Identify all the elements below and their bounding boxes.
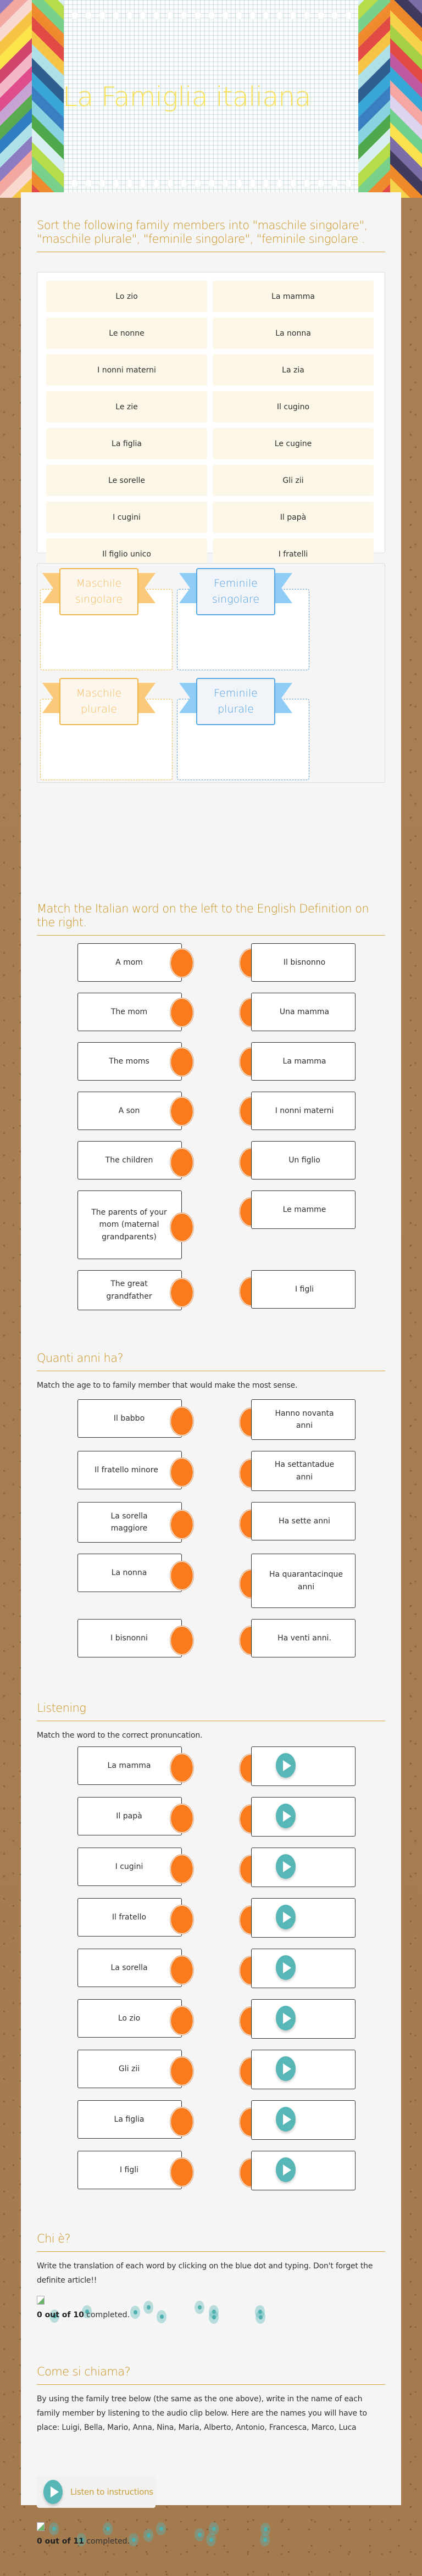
hotspot-dot[interactable] <box>157 2310 166 2323</box>
match-connector-dot[interactable] <box>170 2056 194 2086</box>
audio-match-box[interactable] <box>251 1746 356 1786</box>
match-left-item[interactable]: La sorella maggiore <box>77 1502 182 1543</box>
bin-label-ribbon <box>179 568 292 605</box>
bin-label-ribbon <box>42 678 156 715</box>
audio-match-box[interactable] <box>251 2100 356 2140</box>
come-si-chiama-progress: 0 out of 11 completed. <box>37 2537 130 2546</box>
sort-item[interactable]: La mamma <box>213 281 374 312</box>
sort-item[interactable]: Il papà <box>213 502 374 533</box>
ages-section <box>37 1351 401 1393</box>
chi-e-section <box>37 2232 401 2319</box>
come-si-chiama-description: By using the family tree below (the same as the one above), write in the name of each family member by listening to the audio clip below. Here are the names you will have to place: Luigi, Bella, Mario, Anna, Nina, Maria, Alberto, Antonio, Francesca, Marco, Luca <box>37 2395 367 2432</box>
match-connector-dot[interactable] <box>170 1406 194 1436</box>
match-left-item[interactable]: La figlia <box>77 2100 182 2139</box>
paper-holes-top <box>71 11 352 20</box>
bin-label: Maschile singolare <box>59 568 138 615</box>
hotspot-dot[interactable] <box>143 2529 153 2542</box>
match-right-item[interactable]: Ha quarantacinque anni <box>251 1554 356 1608</box>
hotspot-dot[interactable] <box>130 2306 140 2319</box>
match-left-item[interactable]: I figli <box>77 2151 182 2189</box>
match-left-item[interactable]: A son <box>77 1092 182 1130</box>
match-right-item[interactable]: Le mamme <box>251 1190 356 1229</box>
sort-item[interactable]: I cugini <box>46 502 207 533</box>
sort-items-panel <box>37 272 385 559</box>
page-title: La Famiglia italiana <box>63 81 311 113</box>
match-right-item[interactable]: Ha venti anni. <box>251 1619 356 1657</box>
play-icon <box>43 2480 63 2504</box>
match-left-item[interactable]: Lo zio <box>77 1999 182 2038</box>
match-left-item[interactable]: The moms <box>77 1042 182 1081</box>
listen-instructions-label: Listen to instructions <box>70 2487 153 2497</box>
hotspot-dot[interactable] <box>129 2533 138 2546</box>
play-icon[interactable] <box>276 1804 296 1828</box>
play-icon[interactable] <box>276 2056 296 2081</box>
match-left-item[interactable]: A mom <box>77 943 182 982</box>
sort-item[interactable]: La figlia <box>46 428 207 459</box>
match-connector-dot[interactable] <box>170 1955 194 1985</box>
chi-e-description: Write the translation of each word by clicking on the blue dot and typing. Don't forget the definite article!! <box>37 2262 373 2285</box>
sort-item[interactable]: La zia <box>213 354 374 386</box>
match-connector-dot[interactable] <box>170 1561 194 1590</box>
broken-image-icon <box>37 2522 45 2531</box>
match-connector-dot[interactable] <box>170 1097 194 1126</box>
listening-section <box>37 1701 401 1743</box>
hotspot-dot[interactable] <box>49 2522 59 2535</box>
chi-e-hotspot-image <box>37 2296 385 2329</box>
hotspot-dot[interactable] <box>195 2301 204 2314</box>
match-connector-dot[interactable] <box>170 1510 194 1539</box>
match-connector-dot[interactable] <box>170 948 194 978</box>
listen-instructions-button[interactable] <box>37 2476 156 2508</box>
audio-match-box[interactable] <box>251 1797 356 1837</box>
play-icon[interactable] <box>276 1854 296 1879</box>
match-connector-dot[interactable] <box>170 1457 194 1487</box>
match-connector-dot[interactable] <box>170 1212 194 1242</box>
match-connector-dot[interactable] <box>170 1626 194 1655</box>
match-left-item[interactable]: La mamma <box>77 1746 182 1785</box>
play-icon[interactable] <box>276 1955 296 1980</box>
match-right-item[interactable]: Un figlio <box>251 1141 356 1179</box>
content-card <box>21 192 401 2546</box>
match-connector-dot[interactable] <box>170 1278 194 1308</box>
match-left-item[interactable]: Gli zii <box>77 2050 182 2088</box>
audio-match-box[interactable] <box>251 1898 356 1938</box>
match-connector-dot[interactable] <box>170 2157 194 2187</box>
hotspot-dot[interactable] <box>103 2522 113 2535</box>
match-left-item[interactable]: I cugini <box>77 1848 182 1886</box>
play-icon[interactable] <box>276 1905 296 1929</box>
hotspot-dot[interactable] <box>156 2522 166 2535</box>
match-definitions-title: Match the Italian word on the left to the English Definition on the right. <box>37 902 385 936</box>
hotspot-dot[interactable] <box>260 2533 270 2546</box>
hotspot-dot[interactable] <box>143 2301 153 2314</box>
match-connector-dot[interactable] <box>170 1148 194 1177</box>
match-right-item[interactable]: Una mamma <box>251 993 356 1031</box>
audio-match-box[interactable] <box>251 2050 356 2089</box>
match-left-item[interactable]: Il fratello <box>77 1898 182 1937</box>
match-right-item[interactable]: I figli <box>251 1270 356 1309</box>
match-left-item[interactable]: The mom <box>77 993 182 1031</box>
ages-description: Match the age to to family member that would make the most sense. <box>37 1381 298 1390</box>
bin-label: Maschile plurale <box>59 678 138 725</box>
play-icon[interactable] <box>276 2107 296 2132</box>
match-definitions-section <box>37 902 401 936</box>
match-right-item[interactable]: La mamma <box>251 1042 356 1081</box>
bin-label: Feminile plurale <box>196 678 275 725</box>
match-left-item[interactable]: La nonna <box>77 1554 182 1592</box>
sort-item[interactable]: Le nonne <box>46 318 207 349</box>
match-left-item[interactable]: The parents of your mom (maternal grandparents) <box>77 1190 182 1259</box>
audio-match-box[interactable] <box>251 1999 356 2039</box>
sort-item[interactable]: Lo zio <box>46 281 207 312</box>
play-icon[interactable] <box>276 2157 296 2182</box>
hotspot-dot[interactable] <box>206 2533 216 2546</box>
match-connector-dot[interactable] <box>170 1854 194 1884</box>
broken-image-icon <box>37 2296 45 2305</box>
match-right-item[interactable]: Ha settantadue anni <box>251 1451 356 1491</box>
hotspot-dot[interactable] <box>195 2528 204 2541</box>
header-banner <box>0 0 422 198</box>
sort-item[interactable]: Il figlio unico <box>46 538 207 570</box>
play-icon[interactable] <box>276 1753 296 1778</box>
chevron-pattern-right <box>358 0 422 198</box>
match-connector-dot[interactable] <box>170 2006 194 2035</box>
audio-match-box[interactable] <box>251 2151 356 2190</box>
sort-item[interactable]: I nonni materni <box>46 354 207 386</box>
sort-item[interactable]: Il cugino <box>213 391 374 422</box>
audio-match-box[interactable] <box>251 1949 356 1988</box>
sort-item[interactable]: Le zie <box>46 391 207 422</box>
audio-match-box[interactable] <box>251 1848 356 1887</box>
match-left-item[interactable]: The children <box>77 1141 182 1179</box>
come-si-chiama-title: Come si chiama? <box>37 2365 385 2385</box>
match-connector-dot[interactable] <box>170 1804 194 1833</box>
chevron-pattern-left <box>0 0 64 198</box>
hotspot-dot[interactable] <box>256 2311 265 2324</box>
sort-title: Sort the following family members into "maschile singolare", "maschile plurale", "feminile singolare", "feminile singolare . <box>37 219 385 252</box>
play-icon[interactable] <box>276 2006 296 2030</box>
match-left-item[interactable]: Il babbo <box>77 1399 182 1438</box>
sort-section <box>37 219 401 252</box>
sort-item[interactable]: Gli zii <box>213 465 374 496</box>
match-connector-dot[interactable] <box>170 2107 194 2137</box>
come-si-chiama-section <box>37 2365 401 2546</box>
match-left-item[interactable]: The great grandfather <box>77 1270 182 1310</box>
match-connector-dot[interactable] <box>170 998 194 1027</box>
come-si-chiama-hotspot-image <box>37 2522 385 2555</box>
match-connector-dot[interactable] <box>170 1753 194 1783</box>
listening-title: Listening <box>37 1701 385 1721</box>
match-left-item[interactable]: I bisnonni <box>77 1619 182 1657</box>
sort-item[interactable]: I fratelli <box>213 538 374 570</box>
ages-title: Quanti anni ha? <box>37 1351 385 1371</box>
hotspot-dot[interactable] <box>209 2311 219 2324</box>
bin-label: Feminile singolare <box>196 568 275 615</box>
bin-label-ribbon <box>42 568 156 605</box>
listening-description: Match the word to the correct pronuncation. <box>37 1731 203 1740</box>
sort-bins-panel <box>37 563 385 783</box>
match-left-item[interactable]: La sorella <box>77 1949 182 1987</box>
match-right-item[interactable]: Il bisnonno <box>251 943 356 982</box>
match-connector-dot[interactable] <box>170 1905 194 1934</box>
sort-item[interactable]: Le sorelle <box>46 465 207 496</box>
match-right-item[interactable]: I nonni materni <box>251 1092 356 1130</box>
match-right-item[interactable]: Ha sette anni <box>251 1502 356 1540</box>
sort-item[interactable]: Le cugine <box>213 428 374 459</box>
match-right-item[interactable]: Hanno novanta anni <box>251 1399 356 1440</box>
sort-item[interactable]: La nonna <box>213 318 374 349</box>
paper-holes-bottom <box>71 179 352 188</box>
match-left-item[interactable]: Il fratello minore <box>77 1451 182 1489</box>
chi-e-progress: 0 out of 10 completed. <box>37 2311 130 2319</box>
match-left-item[interactable]: Il papà <box>77 1797 182 1835</box>
bin-label-ribbon <box>179 678 292 715</box>
match-connector-dot[interactable] <box>170 1047 194 1077</box>
chi-e-title: Chi è? <box>37 2232 385 2252</box>
